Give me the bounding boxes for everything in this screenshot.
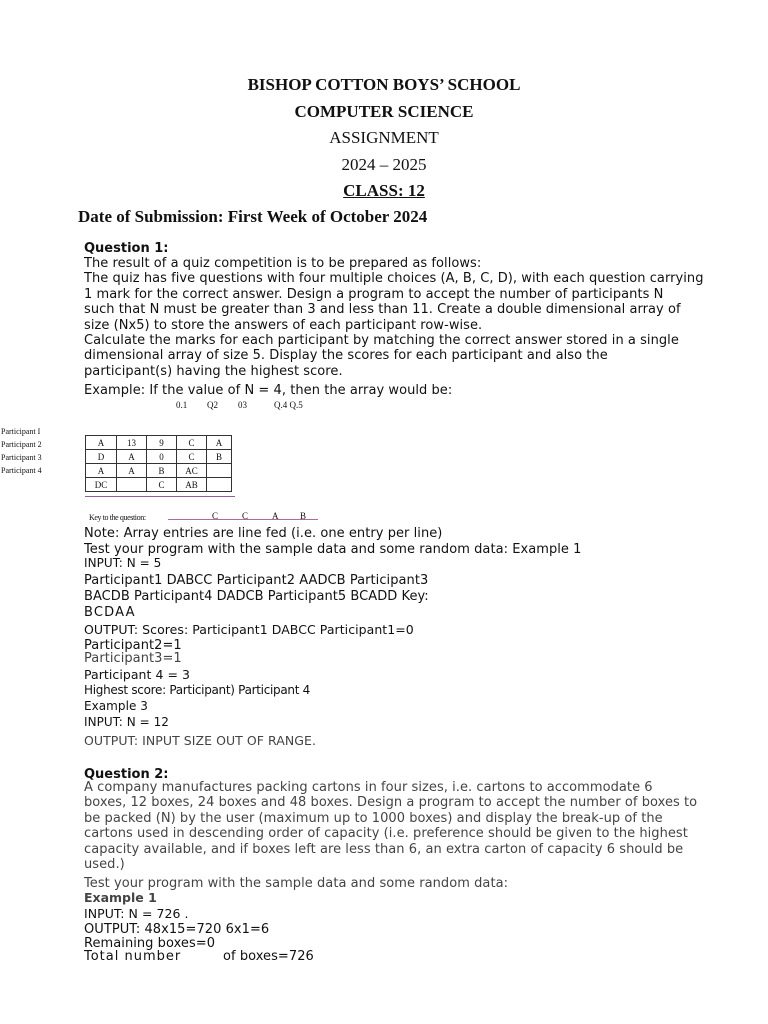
q1-output-line: INPUT: N = 12 [84,715,169,729]
col-header: Q2 [207,400,218,410]
q1-line: size (Nx5) to store the answers of each participant row-wise. [84,317,483,333]
subject-title: COMPUTER SCIENCE [294,102,474,121]
key-value: C [212,511,219,521]
submission-label: Date of Submission [78,207,218,226]
q2-line: A company manufactures packing cartons in four sizes, i.e. cartons to accommodate 6 [84,780,653,795]
row-label: Participant 4 [1,466,42,475]
q1-example-line: Example: If the value of N = 4, then the array would be: [84,383,453,398]
q2-total-a: Total number [84,949,182,964]
school-name: BISHOP COTTON BOYS’ SCHOOL [247,75,521,94]
table-cell: C [177,450,207,464]
col-header: 03 [238,400,247,410]
q2-total-b: of boxes=726 [223,949,314,964]
key-value: B [300,511,307,521]
table-cell: DC [86,478,117,492]
q1-line: 1 mark for the correct answer. Design a program to accept the number of participants N [84,286,664,302]
academic-year: 2024 – 2025 [341,155,427,174]
answers-table [85,435,232,492]
table-cell: A [86,436,117,450]
table-cell: A [117,450,147,464]
q2-input: INPUT: N = 726 . [84,906,189,921]
q1-line: participant(s) having the highest score. [84,363,343,379]
table-cell: AB [177,478,207,492]
q1-line: The result of a quiz competition is to be prepared as follows: [84,256,482,271]
q2-line: be packed (N) by the user (maximum up to 1000 boxes) and display the break-up of the [84,810,663,826]
q1-output-line: Participant3=1 [84,651,182,666]
doc-type: ASSIGNMENT [329,128,439,147]
submission-date [78,207,427,227]
table-cell: 0 [147,450,177,464]
table-cell [207,478,232,492]
q2-body [84,780,697,872]
table-cell [117,478,147,492]
q2-line: used.) [84,857,125,873]
table-cell: C [147,478,177,492]
key-value: A [272,511,279,521]
col-header: Q.4 Q.5 [274,400,303,410]
q1-data-line: BACDB Participant4 DADCB Participant5 BCADD Key: [84,589,429,604]
q2-test-line: Test your program with the sample data and some random data: [84,876,509,891]
q1-title: Question 1: [84,241,169,256]
table-cell: A [86,464,117,478]
q1-output-line: Example 3 [84,699,148,713]
row-label: Participant 2 [1,440,42,449]
key-value: C [242,511,249,521]
row-label: Participant 3 [1,453,42,462]
q1-line: Calculate the marks for each participant by matching the correct answer stored in a single [84,333,679,349]
q1-output-line: Participant 4 = 3 [84,667,191,682]
q1-input: INPUT: N = 5 [84,556,162,570]
q1-line: dimensional array of size 5. Display the scores for each participant and also the [84,348,608,364]
q1-data-line: Participant1 DABCC Participant2 AADCB Participant3 [84,573,429,588]
row-label: Participant I [1,427,41,436]
table-cell [207,464,232,478]
table-cell: 9 [147,436,177,450]
table-cell: A [117,464,147,478]
col-header: 0.1 [176,400,188,410]
q1-body [84,256,704,379]
q1-test-line: Test your program with the sample data and some random data: Example 1 [84,542,582,557]
q2-line: boxes, 12 boxes, 24 boxes and 48 boxes. Design a program to accept the number of boxes to [84,795,698,811]
table-cell: A [207,436,232,450]
table-cell: B [147,464,177,478]
table-underline [85,496,235,497]
key-label: Key to the question: [89,513,146,522]
q1-data-line: BCDAA [84,605,136,620]
q1-note: Note: Array entries are line fed (i.e. one entry per line) [84,526,443,541]
q2-example-label: Example 1 [84,890,157,905]
table-row [86,464,232,478]
q1-line: such that N must be greater than 3 and less than 11. Create a double dimensional array of [84,302,681,318]
q2-output: OUTPUT: 48x15=720 6x1=6 [84,922,270,937]
q1-output-line: OUTPUT: Scores: Participant1 DABCC Participant1=0 [84,622,414,637]
q2-line: cartons used in descending order of capacity (i.e. preference should be given to the highest [84,826,688,842]
table-cell: AC [177,464,207,478]
table-row [86,478,232,492]
q2-remaining: Remaining boxes=0 [84,936,216,951]
q1-output-line: OUTPUT: INPUT SIZE OUT OF RANGE. [84,733,316,748]
table-cell: D [86,450,117,464]
class-label: CLASS: 12 [343,181,425,200]
table-cell: C [177,436,207,450]
table-cell: 13 [117,436,147,450]
q1-output-line: Highest score: Participant) Participant 4 [84,683,310,697]
table-cell: B [207,450,232,464]
q2-title: Question 2: [84,767,169,782]
q1-output-line: Participant2=1 [84,638,182,653]
q1-line: The quiz has five questions with four multiple choices (A, B, C, D), with each question carrying [84,271,704,287]
submission-value: : First Week of October 2024 [217,207,428,226]
q2-line: capacity available, and if boxes left are less than 6, an extra carton of capacity 6 should be [84,841,684,857]
table-row [86,436,232,450]
table-row [86,450,232,464]
